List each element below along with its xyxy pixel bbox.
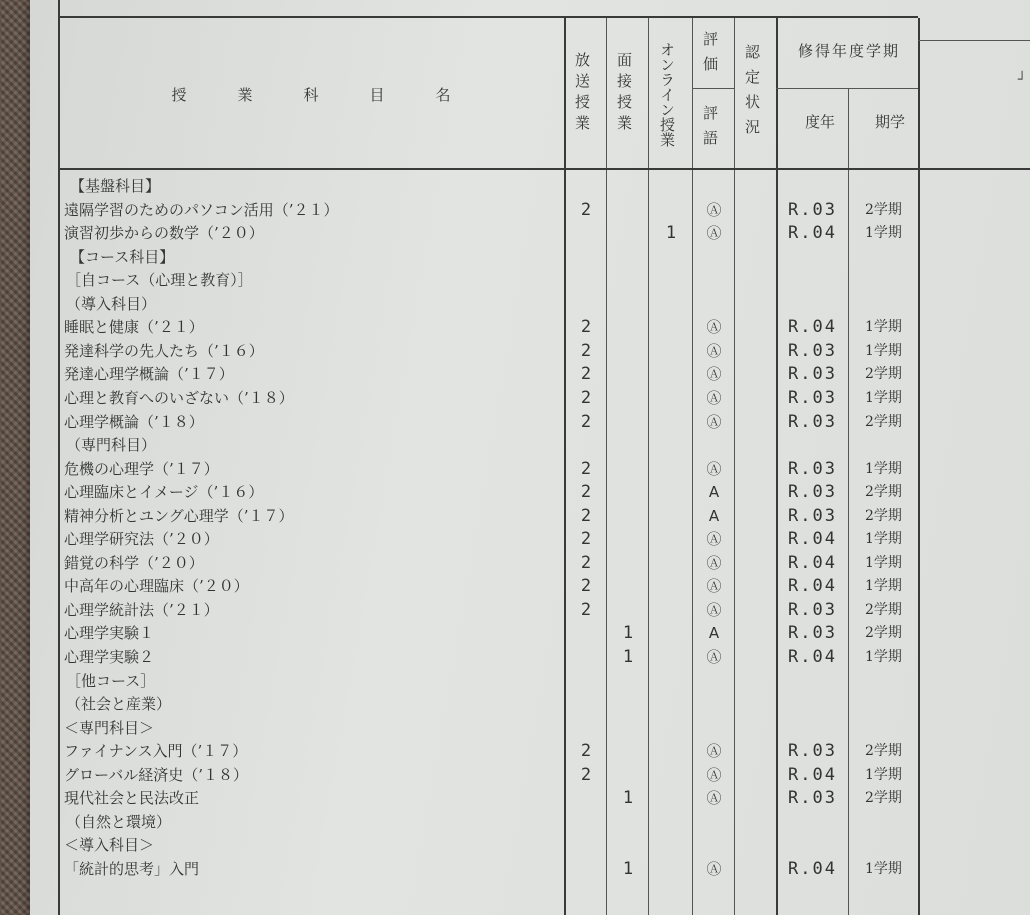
cell-name: ［他コース］ xyxy=(66,671,156,690)
table-row xyxy=(30,739,1030,763)
table-row xyxy=(30,362,1030,386)
cell-name: 睡眠と健康（’２１） xyxy=(64,318,204,337)
rule-shutoku-split xyxy=(776,88,918,89)
cell-term: 1学期 xyxy=(865,649,902,665)
cell-year: R.03 xyxy=(788,788,837,809)
cell-year: R.03 xyxy=(788,340,837,361)
cell-housou: 2 xyxy=(580,199,592,220)
cell-term: 1学期 xyxy=(865,342,902,359)
table-row xyxy=(30,810,1030,834)
header-nendo: 年度 xyxy=(803,113,836,147)
rule-right-top xyxy=(918,40,1030,41)
table-row xyxy=(30,198,1030,222)
cell-name: 精神分析とユング心理学（’１７） xyxy=(64,506,294,525)
cell-grade: Ⓐ xyxy=(706,553,722,572)
cell-grade: Ⓐ xyxy=(706,742,722,761)
cell-grade: Ⓐ xyxy=(706,224,722,243)
cell-year: R.04 xyxy=(788,529,837,550)
cell-name: ＜専門科目＞ xyxy=(64,718,155,737)
table-row xyxy=(30,551,1030,575)
cell-grade: A xyxy=(708,624,720,643)
cell-name: （社会と産業） xyxy=(66,695,172,714)
cell-term: 2学期 xyxy=(865,601,902,618)
top-cut-header xyxy=(70,0,220,10)
cell-grade: Ⓐ xyxy=(706,577,722,596)
cell-housou: 2 xyxy=(580,387,592,408)
cell-mensetsu: 1 xyxy=(622,647,634,667)
cell-housou: 2 xyxy=(580,599,592,620)
cell-term: 1学期 xyxy=(865,531,902,548)
cell-name: 心理と教育へのいざない（’１８） xyxy=(64,388,294,407)
cell-name: （導入科目） xyxy=(66,294,157,313)
cell-housou: 2 xyxy=(580,529,592,550)
cell-name: 心理学統計法（’２１） xyxy=(64,600,219,619)
cell-year: R.03 xyxy=(788,482,837,503)
table-row xyxy=(30,598,1030,622)
cell-term: 2学期 xyxy=(865,484,902,501)
cell-year: R.04 xyxy=(788,647,837,667)
cell-term: 1学期 xyxy=(865,860,902,877)
cell-mensetsu: 1 xyxy=(622,788,634,809)
cell-name: 演習初歩からの数学（’２０） xyxy=(64,224,264,243)
table-row xyxy=(30,245,1030,269)
cell-term: 1学期 xyxy=(865,225,902,242)
cell-term: 2学期 xyxy=(865,743,902,760)
transcript-sheet xyxy=(30,0,1030,915)
cell-term: 1学期 xyxy=(865,460,902,477)
cell-grade: Ⓐ xyxy=(706,648,722,666)
cell-grade: Ⓐ xyxy=(706,459,722,478)
cell-term: 2学期 xyxy=(865,507,902,524)
table-row xyxy=(30,786,1030,810)
cell-housou: 2 xyxy=(580,340,592,361)
cell-year: R.03 xyxy=(788,411,837,432)
header-nintei: 認定状況 xyxy=(743,44,761,144)
table-row xyxy=(30,480,1030,504)
header-online: オンライン授業 xyxy=(658,41,676,147)
cell-term: 2学期 xyxy=(865,201,902,218)
cell-name: ［自コース（心理と教育）］ xyxy=(66,271,253,290)
cell-housou: 2 xyxy=(580,317,592,338)
header-course-name: 授 業 科 目 名 xyxy=(171,86,469,104)
table-row xyxy=(30,716,1030,740)
cell-name: 中高年の心理臨床（’２０） xyxy=(64,577,249,596)
cell-name: 現代社会と民法改正 xyxy=(64,789,200,808)
table-row xyxy=(30,268,1030,292)
table-row xyxy=(30,339,1030,363)
cell-grade: Ⓐ xyxy=(706,600,722,619)
cell-grade: A xyxy=(708,506,720,525)
rule-top xyxy=(58,16,918,18)
cell-term: 2学期 xyxy=(865,366,902,383)
cell-housou: 2 xyxy=(580,482,592,503)
cell-year: R.04 xyxy=(788,552,837,573)
cell-grade: Ⓐ xyxy=(706,200,722,219)
cell-year: R.04 xyxy=(788,764,837,785)
cell-year: R.03 xyxy=(788,599,837,620)
cell-name: 心理学研究法（’２０） xyxy=(64,530,219,549)
cell-year: R.03 xyxy=(788,199,837,220)
table-row xyxy=(30,386,1030,410)
cell-name: 「統計的思考」入門 xyxy=(64,859,200,878)
cell-term: 1学期 xyxy=(865,766,902,783)
cell-term: 2学期 xyxy=(865,625,902,642)
header-gakki: 学期 xyxy=(873,113,906,147)
cell-grade: Ⓐ xyxy=(706,859,722,878)
cell-name: 遠隔学習のためのパソコン活用（’２１） xyxy=(64,200,339,219)
cell-term: 2学期 xyxy=(865,790,902,807)
cell-term: 1学期 xyxy=(865,319,902,336)
cell-grade: Ⓐ xyxy=(706,412,722,431)
cell-mensetsu: 1 xyxy=(622,858,634,879)
cell-grade: Ⓐ xyxy=(706,765,722,784)
cell-name: ＜導入科目＞ xyxy=(64,836,155,855)
header-mensetsu: 面接授業 xyxy=(615,52,633,136)
table-row xyxy=(30,833,1030,857)
cell-name: 心理学実験１ xyxy=(64,624,155,643)
cell-housou: 2 xyxy=(580,552,592,573)
header-hyougo: 評語 xyxy=(701,105,719,155)
cell-online: 1 xyxy=(665,223,677,244)
table-row xyxy=(30,410,1030,434)
cell-grade: Ⓐ xyxy=(706,341,722,360)
cell-name: 心理学実験２ xyxy=(64,648,155,666)
cell-grade: Ⓐ xyxy=(706,365,722,384)
cell-name: 錯覚の科学（’２０） xyxy=(64,553,204,572)
cell-name: （専門科目） xyxy=(66,436,157,455)
cell-name: グローバル経済史（’１８） xyxy=(64,765,249,784)
table-row xyxy=(30,504,1030,528)
table-row xyxy=(30,692,1030,716)
cell-housou: 2 xyxy=(580,505,592,526)
cell-name: 【基盤科目】 xyxy=(70,177,161,195)
cell-grade: Ⓐ xyxy=(706,789,722,808)
cell-term: 1学期 xyxy=(865,389,902,406)
table-row xyxy=(30,527,1030,551)
table-row xyxy=(30,315,1030,339)
header-housou: 放送授業 xyxy=(573,52,591,136)
table-row xyxy=(30,457,1030,481)
table-row xyxy=(30,433,1030,457)
edge-mark: ┘ xyxy=(1018,72,1027,88)
table-row xyxy=(30,574,1030,598)
cell-name: （自然と環境） xyxy=(66,812,172,831)
cell-year: R.04 xyxy=(788,858,837,879)
cell-housou: 2 xyxy=(580,364,592,385)
cell-name: 発達心理学概論（’１７） xyxy=(64,365,234,384)
cell-housou: 2 xyxy=(580,411,592,432)
cell-housou: 2 xyxy=(580,764,592,785)
cell-year: R.04 xyxy=(788,576,837,597)
table-row xyxy=(30,763,1030,787)
cell-year: R.03 xyxy=(788,364,837,385)
table-row xyxy=(30,221,1030,245)
cell-name: 発達科学の先人たち（’１６） xyxy=(64,341,264,360)
cell-year: R.03 xyxy=(788,505,837,526)
cell-grade: A xyxy=(708,483,720,502)
rule-hyouka-split xyxy=(692,88,734,89)
cell-term: 2学期 xyxy=(865,413,902,430)
cell-housou: 2 xyxy=(580,741,592,762)
cell-housou: 2 xyxy=(580,576,592,597)
table-row xyxy=(30,645,1030,669)
cell-name: 【コース科目】 xyxy=(70,247,175,266)
cell-year: R.03 xyxy=(788,458,837,479)
header-shutoku: 修得年度学期 xyxy=(797,42,900,60)
cell-grade: Ⓐ xyxy=(706,530,722,549)
cell-housou: 2 xyxy=(580,458,592,479)
table-row xyxy=(30,292,1030,316)
table-row xyxy=(30,621,1030,645)
cell-year: R.03 xyxy=(788,623,837,644)
cell-term: 1学期 xyxy=(865,578,902,595)
cell-year: R.04 xyxy=(788,223,837,244)
cell-name: 危機の心理学（’１７） xyxy=(64,459,219,478)
table-row xyxy=(30,174,1030,198)
header-hyouka: 評価 xyxy=(701,31,719,81)
table-row xyxy=(30,857,1030,881)
cell-mensetsu: 1 xyxy=(622,623,634,644)
cell-year: R.03 xyxy=(788,741,837,762)
rule-header-bottom xyxy=(58,168,1030,170)
cell-year: R.03 xyxy=(788,387,837,408)
cell-grade: Ⓐ xyxy=(706,318,722,337)
table-row xyxy=(30,669,1030,693)
cell-year: R.04 xyxy=(788,317,837,338)
cell-name: 心理学概論（’１８） xyxy=(64,412,204,431)
cell-name: 心理臨床とイメージ（’１６） xyxy=(64,483,264,502)
cell-term: 1学期 xyxy=(865,554,902,571)
cell-grade: Ⓐ xyxy=(706,388,722,407)
cell-name: ファイナンス入門（’１７） xyxy=(64,742,248,761)
